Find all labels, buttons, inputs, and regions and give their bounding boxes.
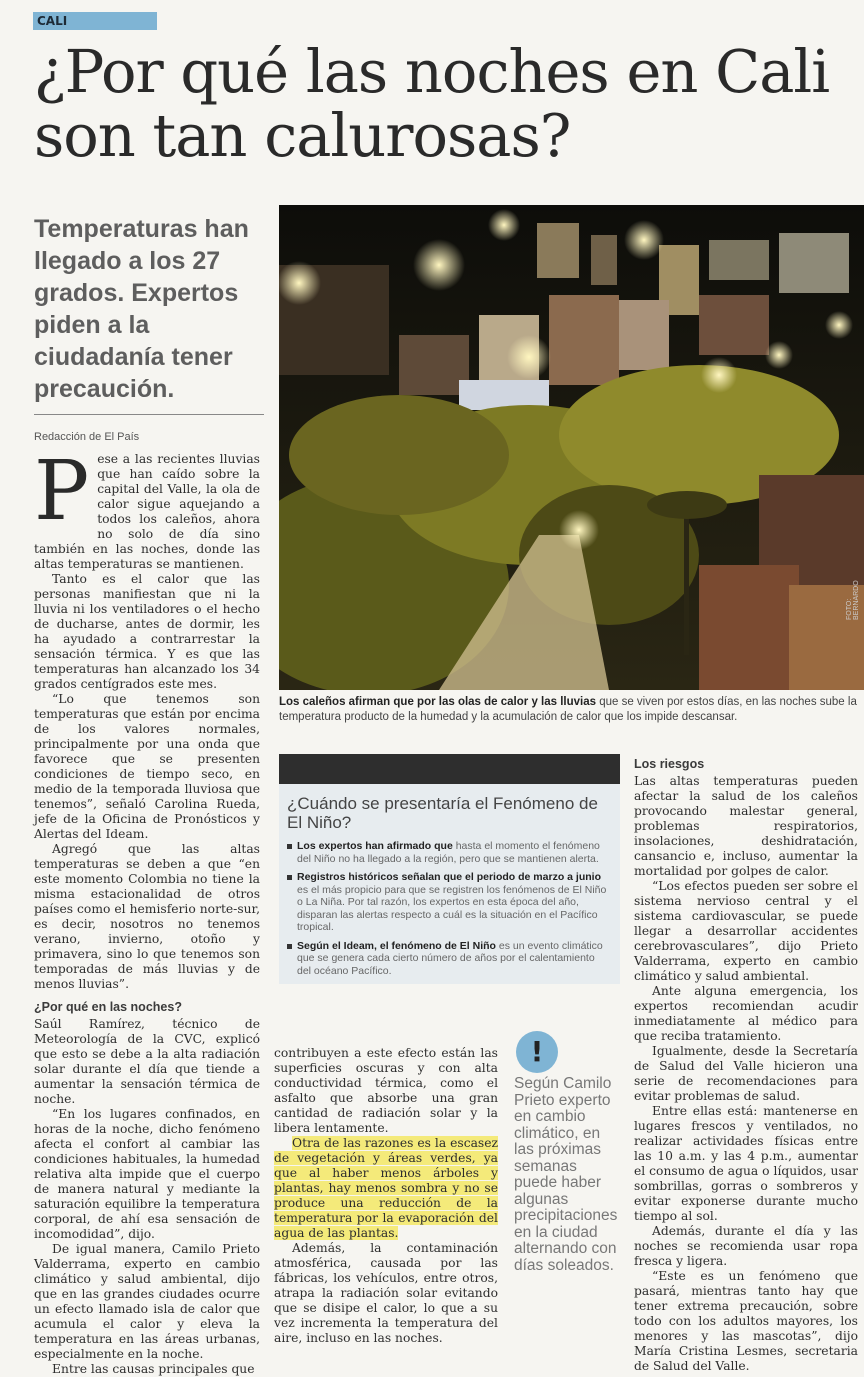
exclamation-icon: ! — [516, 1031, 558, 1073]
caption-text: que se viven por estos días, en las noches sube la temperatura producto de la humedad y la acumulación de calor que los impide descansar. — [279, 696, 857, 723]
col3-paragraph-5: Entre ellas está: mantenerse en lugares frescos y ventilados, no realizar actividades físicas entre las 10 a.m. y las 4 p.m., aumentar el consumo de agua o líquidos, usar sombrillas, gorras o sombreros y evitar exponerse durante mucho tiempo al sol. — [634, 1104, 858, 1223]
info-item-bold: Registros históricos señalan que el periodo de marzo a junio — [297, 871, 601, 883]
info-item-bold: Los expertos han afirmado que — [297, 840, 453, 852]
paragraph-6: “En los lugares confinados, en horas de la noche, dicho fenómeno afecta el confort al cambiar las condiciones habituales, la humedad relativa alta impide que el cuerpo de manera natural y mediante la saturación equilibre la temperatura corporal, de ahí esa sensación de incomodidad”, dijo. — [34, 1107, 260, 1241]
night-city-photo — [279, 205, 864, 690]
highlighted-text: Otra de las razones es la escasez de vegetación y áreas verdes, ya que al haber menos árboles y plantas, hay menos sombra y no se produce una reducción de la temperatura por la evaporación del agua de las plantas. — [274, 1136, 498, 1240]
paragraph-7: De igual manera, Camilo Prieto Valderrama, experto en cambio climático y salud ambiental, dijo que en las grandes ciudades ocurre un efecto llamado isla de calor que acumula el calor y eleva la temperatura en las áreas urbanas, especialmente en la noche. — [34, 1242, 260, 1361]
column-3 — [634, 757, 858, 1374]
info-box-item — [287, 871, 610, 934]
paragraph-2: Tanto es el calor que las personas manifiestan que ni la lluvia ni los ventiladores o el hecho de ducharse, antes de dormir, les ha ayudado a contrarrestar la sensación térmica. Y es que las temperaturas han alcanzado los 34 grados centígrados este mes. — [34, 572, 260, 691]
dropcap: P — [34, 444, 90, 539]
photo-caption — [279, 695, 859, 725]
paragraph-1-text: ese a las recientes lluvias que han caído sobre la capital del Valle, la ola de calor sigue aquejando a todos los caleños, ahora no solo de día sino también en las noches, donde las altas temperaturas se mantienen. — [34, 452, 260, 571]
col3-paragraph-6: Además, durante el día y las noches se recomienda usar ropa fresca y ligera. — [634, 1224, 858, 1268]
paragraph-5: Saúl Ramírez, técnico de Meteorología de la CVC, explicó que esto se debe a la alta radiación solar durante el día que tiende a aumentar la sensación térmica de noche. — [34, 1017, 260, 1106]
info-box-header-bar — [279, 754, 620, 784]
col3-paragraph-4: Igualmente, desde la Secretaría de Salud del Valle hicieron una serie de recomendaciones para evitar problemas de salud. — [634, 1044, 858, 1103]
col3-paragraph-1: Las altas temperaturas pueden afectar la salud de los caleños provocando malestar general, problemas respiratorios, insolaciones, deshidratación, cansancio e, incluso, aumentar la mortalidad por golpes de calor. — [634, 774, 858, 878]
info-box-item — [287, 940, 610, 978]
col2-paragraph-1: contribuyen a este efecto están las superficies oscuras y con alta conductividad térmica, como el asfalto que absorbe una gran cantidad de radiación solar y la libera lentamente. — [274, 1046, 498, 1135]
paragraph-8: Entre las causas principales que — [52, 1362, 255, 1376]
col2-paragraph-3: Además, la contaminación atmosférica, causada por las fábricas, los vehículos, entre otros, atrapa la radiación solar evitando que se disipe el calor, lo que a su vez incrementa la temperatura del aire, incluso en las noches. — [274, 1241, 498, 1345]
subhead-divider — [34, 414, 264, 415]
article-headline: ¿Por qué las noches en Cali son tan calurosas? — [34, 37, 830, 170]
pull-quote: Según Camilo Prieto experto en cambio climático, en las próximas semanas puede haber algunas precipitaciones en la ciudad alternando con días soleados. — [514, 1075, 618, 1274]
section-heading-riesgos: Los riesgos — [634, 757, 705, 771]
section-tag: CALI — [33, 12, 157, 30]
info-item-text: hasta el momento el fenómeno del Niño no ha llegado a la región, pero que se mantienen alerta. — [297, 840, 600, 865]
article-subhead: Temperaturas han llegado a los 27 grados. Expertos piden a la ciudadanía tener precaución. — [34, 215, 249, 403]
column-1 — [34, 444, 260, 1377]
info-item-text: es un evento climático que se genera cada cierto número de años por el calentamiento del océano Pacífico. — [297, 939, 603, 977]
paragraph-3: “Lo que tenemos son temperaturas que están por encima de los valores normales, principalmente por una onda que favorece que se presenten condiciones de tiempo seco, en medio de la temporada lluviosa que tenemos”, señaló Carolina Rueda, jefe de la Oficina de Pronósticos y Alertas del Ideam. — [34, 692, 260, 841]
photo-credit: FOTO: BERNARDO — [846, 580, 860, 620]
col2-paragraph-2 — [274, 1136, 498, 1241]
byline: Redacción de El País — [34, 431, 140, 443]
info-box-title: ¿Cuándo se presentaría el Fenómeno de El Niño? — [287, 794, 598, 832]
caption-bold: Los caleños afirman que por las olas de calor y las lluvias — [279, 696, 597, 708]
section-heading-noches: ¿Por qué en las noches? — [34, 1000, 182, 1014]
column-2 — [274, 1046, 498, 1346]
info-item-bold: Según el Ideam, el fenómeno de El Niño — [297, 939, 496, 952]
col3-paragraph-7: “Este es un fenómeno que pasará, mientras tanto hay que tener extrema precaución, sobre todo con los adultos mayores, los menores y las mascotas”, dijo María Cristina Lesmes, secretaria de Salud del Valle. — [634, 1269, 858, 1373]
city-photo-illustration — [279, 205, 864, 690]
paragraph-1 — [34, 444, 260, 572]
info-item-text: es el más propicio para que se registren los fenómenos de El Niño o La Niña. Por tal razón, los expertos en esta época del año, disparan las alertas respecto a cuál es la situación en el Pacífico tropical. — [297, 883, 607, 933]
paragraph-4: Agregó que las altas temperaturas se deben a que “en este momento Colombia no tiene la misma estacionalidad de otros países como el hemisferio norte-sur, es decir, nosotros no tenemos verano, invierno, otoño y primavera, sino lo que tenemos son temporadas de más lluvias y de menos lluvias”. — [34, 842, 260, 991]
info-box-el-nino — [279, 784, 620, 984]
info-box-item — [287, 840, 610, 865]
col3-paragraph-2: “Los efectos pueden ser sobre el sistema nervioso central y el sistema cardiovascular, se puede llegar a desarrollar accidentes cerebrovasculares”, dijo Prieto Valderrama, experto en cambio climático y salud ambiental. — [634, 879, 858, 983]
col3-paragraph-3: Ante alguna emergencia, los expertos recomiendan acudir inmediatamente al médico para que reciba tratamiento. — [634, 984, 858, 1043]
